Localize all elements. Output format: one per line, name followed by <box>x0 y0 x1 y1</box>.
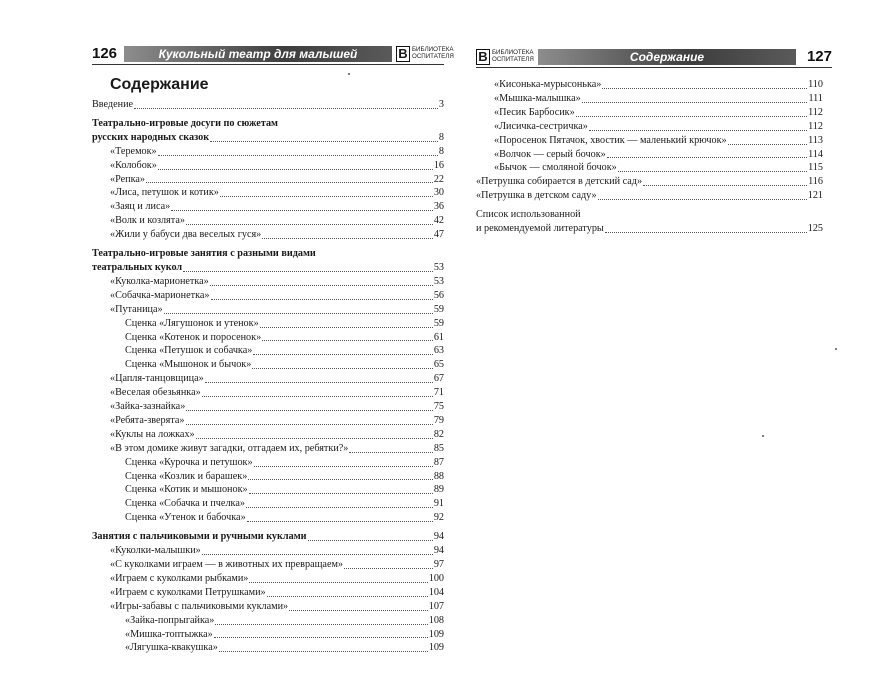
toc-entry-title: русских народных сказок <box>92 131 210 143</box>
toc-entry-title: Сценка «Курочка и петушок» <box>125 456 253 468</box>
toc-entry-title: театральных кукол <box>92 261 183 273</box>
dot-leader <box>618 171 807 172</box>
dot-leader <box>605 232 807 233</box>
toc-entry <box>92 344 444 358</box>
toc-entry-page: 59 <box>433 317 444 329</box>
toc-entry-page: 108 <box>428 614 444 626</box>
left-running-title: Кукольный театр для малышей <box>124 46 392 62</box>
series-name: БИБЛИОТЕКА ОСПИТАТЕЛЯ <box>492 49 534 63</box>
toc-entry-title: Занятия с пальчиковыми и ручными куклами <box>92 531 307 543</box>
toc-entry-title: «Волк и козлята» <box>110 215 185 227</box>
toc-entry-page: 8 <box>438 145 444 157</box>
toc-entry-page: 91 <box>433 498 444 510</box>
left-running-header <box>92 45 454 63</box>
dot-leader <box>210 141 438 142</box>
toc-entry <box>92 200 444 214</box>
toc-entry-title: «Песик Барбосик» <box>494 106 575 118</box>
toc-entry <box>92 145 444 159</box>
toc-entry <box>92 558 444 572</box>
toc-entry-page: 121 <box>807 190 823 202</box>
dot-leader <box>308 540 433 541</box>
dot-leader <box>186 424 433 425</box>
toc-entry <box>92 614 444 628</box>
toc-entry-page: 85 <box>433 442 444 454</box>
toc-entry-title: «Поросенок Пятачок, хвостик — маленький крючок» <box>494 134 727 146</box>
scan-speck <box>835 348 837 350</box>
toc-entry-title: «Лягушка-квакушка» <box>125 642 218 654</box>
toc-entry-page: 61 <box>433 331 444 343</box>
toc-entry-page: 30 <box>433 187 444 199</box>
toc-entry-page: 112 <box>808 120 823 132</box>
dot-leader <box>589 130 807 131</box>
toc-entry <box>92 289 444 303</box>
dot-leader <box>254 466 433 467</box>
toc-entry <box>92 470 444 484</box>
toc-entry-page: 100 <box>428 572 444 584</box>
toc-entry-title: «Путаница» <box>110 303 163 315</box>
toc-entry-title: «Цапля-танцовщица» <box>110 373 204 385</box>
toc-entry <box>476 92 823 106</box>
dot-leader <box>246 507 433 508</box>
toc-entry-page: 59 <box>433 303 444 315</box>
toc-entry <box>92 530 444 544</box>
dot-leader <box>171 210 433 211</box>
toc-entry-page: 36 <box>433 201 444 213</box>
toc-entry-title: «Куколки-малышки» <box>110 545 201 557</box>
toc-entry <box>92 586 444 600</box>
toc-entry-title: «Куклы на ложках» <box>110 428 195 440</box>
toc-entry-title: «Веселая обезьянка» <box>110 387 201 399</box>
toc-entry <box>92 386 444 400</box>
toc-entry-page: 114 <box>808 148 823 160</box>
toc-entry <box>92 628 444 642</box>
toc-entry-page: 115 <box>808 162 823 174</box>
toc-entry-title: «Собачка-марионетка» <box>110 289 210 301</box>
toc-entry-page: 47 <box>433 229 444 241</box>
toc-entry-page: 97 <box>433 559 444 570</box>
toc-entry-page: 79 <box>433 414 444 426</box>
right-series-logo <box>476 48 536 66</box>
toc-entry <box>92 358 444 372</box>
toc-entry-title: Введение <box>92 99 134 110</box>
toc-entry-page: 53 <box>433 275 444 287</box>
dot-leader <box>252 368 432 369</box>
toc-entry-title: «Лисичка-сестричка» <box>494 120 588 132</box>
toc-entry-page: 3 <box>438 99 444 110</box>
dot-leader <box>202 554 433 555</box>
dot-leader <box>134 108 438 109</box>
toc-entry <box>92 261 444 275</box>
toc-entry-title: «Играем с куколками рыбками» <box>110 572 249 584</box>
toc-entry-page: 82 <box>433 428 444 440</box>
toc-entry <box>92 159 444 173</box>
toc-entry <box>92 442 444 456</box>
toc-entry-page: 22 <box>433 173 444 185</box>
right-page-number: 127 <box>806 48 832 65</box>
toc-entry-page: 56 <box>433 289 444 301</box>
left-series-logo <box>396 45 456 63</box>
dot-leader <box>643 185 807 186</box>
toc-entry <box>476 222 823 236</box>
toc-entry-title: «Заяц и лиса» <box>110 201 171 213</box>
right-toc-list <box>476 78 823 236</box>
toc-entry-page: 111 <box>808 92 823 104</box>
dot-leader <box>728 144 807 145</box>
right-running-title: Содержание <box>538 49 796 65</box>
toc-entry-title: «Волчок — серый бочок» <box>494 148 606 160</box>
dot-leader <box>220 196 433 197</box>
toc-entry-page: 94 <box>433 531 444 543</box>
toc-entry-title: Сценка «Лягушонок и утенок» <box>125 317 259 329</box>
toc-entry-page: 71 <box>433 387 444 399</box>
toc-entry-page: 8 <box>438 131 444 143</box>
dot-leader <box>582 102 808 103</box>
dot-leader <box>210 285 433 286</box>
toc-entry-title: «Жили у бабуси два веселых гуся» <box>110 229 262 241</box>
dot-leader <box>249 493 433 494</box>
toc-entry-title: «Мышка-малышка» <box>494 92 581 104</box>
toc-entry-page: 92 <box>433 512 444 524</box>
dot-leader <box>248 479 432 480</box>
dot-leader <box>267 596 428 597</box>
toc-entry <box>476 175 823 189</box>
toc-entry-page: 67 <box>433 373 444 385</box>
toc-entry-page: 109 <box>428 628 444 640</box>
toc-entry-title: «Петрушка в детском саду» <box>476 190 597 202</box>
toc-entry-title: «Зайка-зазнайка» <box>110 401 186 413</box>
dot-leader <box>219 651 428 652</box>
toc-entry-page: 87 <box>433 456 444 468</box>
dot-leader <box>214 637 428 638</box>
dot-leader <box>607 157 807 158</box>
dot-leader <box>602 88 807 89</box>
toc-entry-title: Сценка «Петушок и собачка» <box>125 345 253 357</box>
toc-entry <box>476 134 823 148</box>
toc-entry-title: и рекомендуемой литературы <box>476 223 604 235</box>
toc-entry-page: 116 <box>808 176 823 188</box>
toc-entry <box>92 173 444 187</box>
toc-entry-title: Сценка «Собачка и пчелка» <box>125 498 245 510</box>
dot-leader <box>158 169 433 170</box>
toc-entry-title: «Теремок» <box>110 145 157 157</box>
dot-leader <box>576 116 807 117</box>
toc-entry <box>92 317 444 331</box>
toc-entry <box>92 428 444 442</box>
left-toc-list <box>92 98 444 655</box>
toc-entry-page: 109 <box>428 642 444 654</box>
dot-leader <box>344 568 433 569</box>
toc-entry <box>476 148 823 162</box>
toc-entry-title: «Мишка-топтыжка» <box>125 628 213 640</box>
toc-entry-title: «Репка» <box>110 173 146 185</box>
dot-leader <box>349 452 432 453</box>
dot-leader <box>164 313 433 314</box>
toc-entry-page: 88 <box>433 470 444 482</box>
right-running-header <box>476 48 832 66</box>
dot-leader <box>186 224 433 225</box>
toc-entry <box>92 98 444 112</box>
toc-entry-page: 42 <box>433 215 444 227</box>
toc-entry <box>92 544 444 558</box>
dot-leader <box>183 271 433 272</box>
toc-entry <box>92 275 444 289</box>
toc-entry-title: «Бычок — смоляной бочок» <box>494 162 617 174</box>
toc-entry-page: 94 <box>433 545 444 557</box>
toc-entry-title: «Колобок» <box>110 159 157 171</box>
toc-entry: Театрально-игровые досуги по сюжетам <box>92 117 278 129</box>
toc-entry <box>92 641 444 655</box>
scan-speck <box>348 73 350 75</box>
dot-leader <box>186 410 433 411</box>
toc-entry-title: «С куколками играем — в животных их превращаем» <box>110 559 344 570</box>
toc-entry-title: Сценка «Котенок и поросенок» <box>125 331 262 343</box>
dot-leader <box>196 438 433 439</box>
toc-entry <box>92 214 444 228</box>
dot-leader <box>249 582 427 583</box>
dot-leader <box>253 354 432 355</box>
toc-entry-title: «В этом домике живут загадки, отгадаем их, ребятки?» <box>110 442 349 454</box>
toc-entry <box>92 572 444 586</box>
toc-entry <box>92 456 444 470</box>
toc-entry-page: 53 <box>433 261 444 273</box>
scan-speck <box>762 435 764 437</box>
toc-entry-title: «Зайка-попрыгайка» <box>125 614 215 626</box>
toc-entry <box>92 483 444 497</box>
toc-entry <box>92 600 444 614</box>
toc-entry <box>476 161 823 175</box>
toc-entry-page: 107 <box>428 600 444 612</box>
dot-leader <box>205 382 433 383</box>
toc-entry <box>92 511 444 525</box>
toc-entry-title: Сценка «Козлик и барашек» <box>125 470 248 482</box>
toc-entry-title: «Ребята-зверята» <box>110 414 185 426</box>
toc-entry-title: «Игры-забавы с пальчиковыми куклами» <box>110 600 289 612</box>
toc-entry <box>476 120 823 134</box>
toc-entry: Театрально-игровые занятия с разными видами <box>92 248 316 260</box>
left-page-number: 126 <box>92 45 118 62</box>
toc-entry <box>476 106 823 120</box>
toc-entry <box>476 78 823 92</box>
toc-entry-page: 113 <box>808 134 823 146</box>
contents-heading: Содержание <box>110 76 209 93</box>
toc-entry-page: 110 <box>808 79 823 90</box>
dot-leader <box>158 155 438 156</box>
toc-entry-page: 65 <box>433 359 444 371</box>
toc-entry-title: Сценка «Утенок и бабочка» <box>125 512 246 524</box>
toc-entry <box>92 497 444 511</box>
toc-entry <box>92 400 444 414</box>
series-letter-icon: B <box>396 46 410 62</box>
dot-leader <box>247 521 433 522</box>
toc-entry-title: «Кисонька-мурысонька» <box>494 79 602 90</box>
dot-leader <box>262 238 433 239</box>
toc-entry-title: «Играем с куколками Петрушками» <box>110 586 266 598</box>
toc-entry <box>92 131 444 145</box>
toc-entry-page: 112 <box>808 106 823 118</box>
toc-entry-page: 89 <box>433 484 444 496</box>
toc-entry-title: «Куколка-марионетка» <box>110 275 209 287</box>
toc-entry-title: Сценка «Мышонок и бычок» <box>125 359 252 371</box>
dot-leader <box>202 396 433 397</box>
dot-leader <box>260 327 433 328</box>
toc-entry-page: 16 <box>433 159 444 171</box>
toc-entry <box>476 189 823 203</box>
toc-entry-title: Сценка «Котик и мышонок» <box>125 484 248 496</box>
toc-entry-title: «Лиса, петушок и котик» <box>110 187 219 199</box>
toc-entry <box>92 186 444 200</box>
dot-leader <box>215 624 427 625</box>
left-header-rule <box>92 64 444 65</box>
toc-entry-page: 104 <box>428 586 444 598</box>
toc-entry <box>92 303 444 317</box>
series-name: БИБЛИОТЕКА ОСПИТАТЕЛЯ <box>412 46 454 60</box>
toc-entry-title: «Петрушка собирается в детский сад» <box>476 176 643 188</box>
toc-entry-page: 75 <box>433 401 444 413</box>
series-letter-icon: B <box>476 49 490 65</box>
dot-leader <box>598 199 807 200</box>
toc-entry <box>92 414 444 428</box>
toc-entry <box>92 228 444 242</box>
toc-entry: Список использованной <box>476 209 581 221</box>
dot-leader <box>211 299 433 300</box>
toc-entry-page: 63 <box>433 345 444 357</box>
toc-entry-page: 125 <box>807 223 823 235</box>
toc-entry <box>92 372 444 386</box>
dot-leader <box>262 340 433 341</box>
dot-leader <box>289 610 428 611</box>
dot-leader <box>146 182 433 183</box>
right-header-rule <box>476 67 832 68</box>
toc-entry <box>92 331 444 345</box>
